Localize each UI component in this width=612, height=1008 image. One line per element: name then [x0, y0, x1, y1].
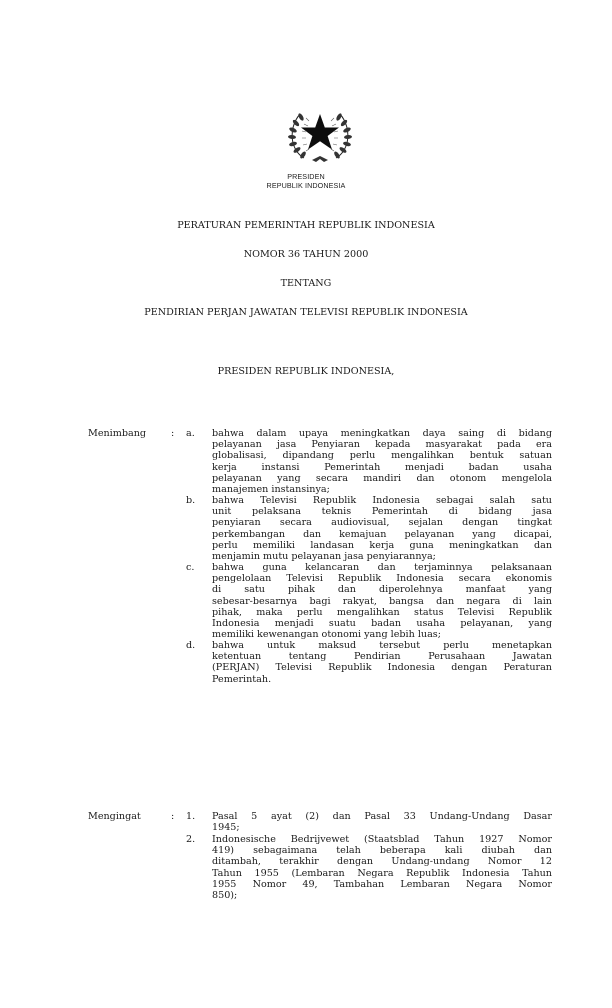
item-marker: d. — [186, 640, 196, 651]
mengingat-item-2 — [186, 834, 552, 901]
text-line: perkembangan dan kemajuan pelayanan yang dicapai, — [212, 528, 552, 540]
text-line: manajemen instansinya; — [212, 483, 330, 495]
item-marker: b. — [186, 495, 196, 506]
text-line: kerja instansi Pemerintah menjadi badan usaha — [212, 461, 552, 473]
mengingat-item-1 — [186, 811, 552, 833]
regulation-title: PERATURAN PEMERINTAH REPUBLIK INDONESIA — [177, 220, 435, 231]
text-line: 1945; — [212, 822, 240, 834]
menimbang-item-c — [186, 562, 552, 640]
text-line: Pasal 5 ayat (2) dan Pasal 33 Undang-Undang Dasar — [212, 811, 552, 822]
item-text — [212, 834, 552, 901]
text-line: sebesar-besarnya bagi rakyat, bangsa dan negara di lain — [212, 595, 552, 607]
text-line: pelayanan jasa Penyiaran kepada masyarakat pada era — [212, 439, 552, 451]
item-marker: 1. — [186, 811, 196, 822]
text-line: di satu pihak dan diperolehnya manfaat yang — [212, 584, 552, 596]
item-text — [212, 562, 552, 640]
text-line: 1955 Nomor 49, Tambahan Lembaran Negara Nomor — [212, 878, 552, 890]
presidential-emblem-icon — [282, 106, 358, 166]
text-line: bahwa dalam upaya meningkatkan daya saing di bidang — [212, 428, 552, 439]
text-line: bahwa guna kelancaran dan terjaminnya pelaksanaan — [212, 562, 552, 573]
text-line: penyiaran secara audiovisual, sejalan dengan tingkat — [212, 517, 552, 529]
text-line: globalisasi, dipandang perlu mengalihkan bentuk satuan — [212, 450, 552, 462]
menimbang-colon: : — [171, 428, 175, 439]
mengingat-label: Mengingat — [88, 811, 141, 822]
text-line: 850); — [212, 889, 238, 901]
regulation-subject: PENDIRIAN PERJAN JAWATAN TELEVISI REPUBLIK INDONESIA — [144, 307, 468, 318]
menimbang-item-a — [186, 428, 552, 495]
text-line: 419) sebagaimana telah beberapa kali diubah dan — [212, 845, 552, 857]
text-line: memiliki kewenangan otonomi yang lebih luas; — [212, 629, 441, 641]
text-line: ditambah, terakhir dengan Undang-undang Nomor 12 — [212, 856, 552, 868]
item-marker: a. — [186, 428, 195, 439]
item-marker: 2. — [186, 834, 196, 845]
text-line: menjamin mutu pelayanan jasa penyiarannya; — [212, 550, 436, 562]
text-line: perlu memiliki landasan kerja guna meningkatkan dan — [212, 539, 552, 551]
item-text — [212, 428, 552, 495]
text-line: pihak, maka perlu mengalihkan status Televisi Republik — [212, 606, 552, 618]
menimbang-item-b — [186, 495, 552, 562]
text-line: unit pelaksana teknis Pemerintah di bidang jasa — [212, 506, 552, 518]
text-line: bahwa Televisi Republik Indonesia sebagai salah satu — [212, 495, 552, 506]
text-line: ketentuan tentang Pendirian Perusahaan Jawatan — [212, 651, 552, 663]
emblem-caption-presiden: PRESIDEN — [287, 172, 325, 181]
text-line: Indonesische Bedrijvewet (Staatsblad Tahun 1927 Nomor — [212, 834, 552, 845]
text-line: pengelolaan Televisi Republik Indonesia secara ekonomis — [212, 573, 552, 585]
item-marker: c. — [186, 562, 195, 573]
text-line: Indonesia menjadi suatu badan usaha pelayanan, yang — [212, 617, 552, 629]
text-line: bahwa untuk maksud tersebut perlu menetapkan — [212, 640, 552, 651]
text-line: Tahun 1955 (Lembaran Negara Republik Indonesia Tahun — [212, 867, 552, 879]
regulation-number: NOMOR 36 TAHUN 2000 — [243, 249, 369, 260]
item-text — [212, 495, 552, 562]
preamble: PRESIDEN REPUBLIK INDONESIA, — [217, 366, 395, 377]
item-text — [212, 811, 552, 833]
item-text — [212, 640, 552, 685]
text-line: (PERJAN) Televisi Republik Indonesia dengan Peraturan — [212, 662, 552, 674]
menimbang-label: Menimbang — [88, 428, 147, 439]
text-line: pelayanan yang secara mandiri dan otonom mengelola — [212, 472, 552, 484]
menimbang-item-d — [186, 640, 552, 685]
emblem-caption-republik: REPUBLIK INDONESIA — [266, 181, 346, 190]
mengingat-colon: : — [171, 811, 175, 822]
text-line: Pemerintah. — [212, 673, 272, 685]
regulation-tentang: TENTANG — [280, 278, 332, 289]
